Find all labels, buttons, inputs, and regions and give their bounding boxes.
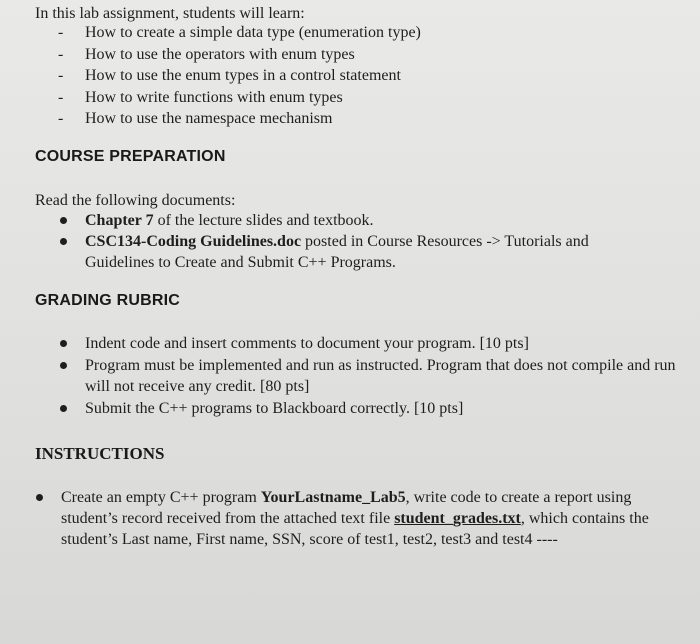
bullet-icon bbox=[60, 217, 67, 224]
bullet-icon bbox=[60, 238, 67, 245]
list-item: - How to use the namespace mechanism bbox=[58, 110, 333, 127]
intro-lead: In this lab assignment, students will learn: bbox=[35, 5, 305, 22]
list-item: - How to use the operators with enum types bbox=[58, 45, 355, 63]
list-item: Create an empty C++ program YourLastname_Lab5, write code to create a report using student’s record received from the attached text file student_grades.txt, which contains the student’s Last name, First name, SSN, score of test1, test2, test3 and test4 ---- bbox=[33, 487, 673, 550]
list-item: Chapter 7 of the lecture slides and textbook. bbox=[57, 210, 657, 231]
list-item: - How to create a simple data type (enumeration type) bbox=[58, 24, 421, 41]
list-item: Program must be implemented and run as instructed. Program that does not compile and run will not receive any credit. [80 pts] bbox=[57, 355, 697, 397]
bullet-icon bbox=[60, 340, 67, 347]
course-preparation-heading: COURSE PREPARATION bbox=[35, 148, 226, 165]
dash-marker: - bbox=[58, 110, 64, 127]
dash-marker: - bbox=[58, 67, 64, 84]
bullet-icon bbox=[36, 494, 43, 501]
list-item: Indent code and insert comments to document your program. [10 pts] bbox=[57, 333, 697, 354]
instructions-list bbox=[33, 487, 673, 550]
list-item: - How to write functions with enum types bbox=[58, 88, 343, 106]
dash-marker: - bbox=[58, 24, 64, 41]
dash-marker: - bbox=[58, 45, 64, 63]
learning-objectives-list bbox=[58, 22, 421, 130]
reading-list bbox=[57, 210, 657, 273]
list-item: CSC134-Coding Guidelines.doc posted in Course Resources -> Tutorials and Guidelines to Create and Submit C++ Programs. bbox=[57, 231, 657, 273]
rubric-list bbox=[57, 333, 697, 419]
dash-marker: - bbox=[58, 88, 64, 106]
bullet-icon bbox=[60, 362, 67, 369]
list-item: - How to use the enum types in a control statement bbox=[58, 67, 401, 84]
instructions-heading: INSTRUCTIONS bbox=[35, 444, 165, 463]
list-item: Submit the C++ programs to Blackboard correctly. [10 pts] bbox=[57, 398, 697, 419]
course-preparation-lead: Read the following documents: bbox=[35, 192, 236, 209]
grading-rubric-heading: GRADING RUBRIC bbox=[35, 292, 181, 309]
bullet-icon bbox=[60, 405, 67, 412]
